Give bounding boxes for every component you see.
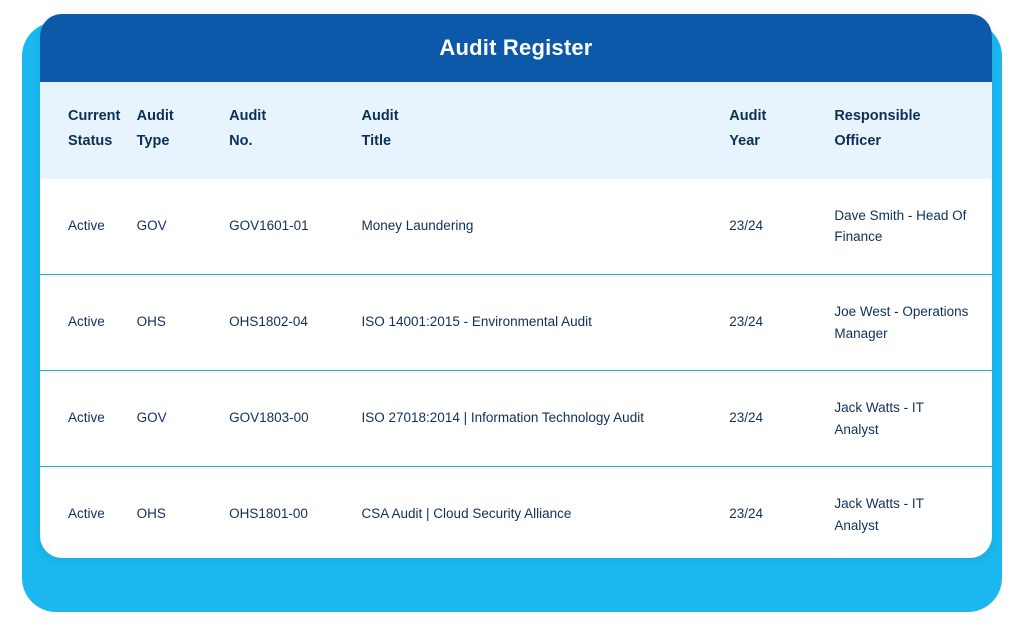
column-header-line-1: Audit [729, 108, 767, 124]
table-header-row-group [40, 82, 992, 179]
cell-audit-title: ISO 14001:2015 - Environmental Audit [362, 274, 730, 370]
cell-audit-no: OHS1802-04 [229, 274, 361, 370]
cell-current-status: Active [40, 179, 137, 275]
cell-audit-year: 23/24 [729, 371, 834, 467]
column-header-responsible-officer [834, 82, 992, 179]
column-header-audit-no [229, 82, 361, 179]
column-header-line-1: Current [68, 108, 121, 124]
column-header-audit-year [729, 82, 834, 179]
page-title: Audit Register [439, 35, 593, 60]
cell-audit-title: CSA Audit | Cloud Security Alliance [361, 506, 572, 522]
cell-responsible-officer: Joe West - Operations Manager [834, 274, 992, 370]
column-header-line-2: Title [361, 133, 392, 150]
cell-current-status: Active [40, 274, 137, 370]
cell-responsible-officer: Jack Watts - IT Analyst [834, 371, 992, 467]
column-header-audit-type [137, 82, 229, 179]
cell-current-status: Active [40, 371, 137, 467]
cell-audit-no: GOV1601-01 [229, 179, 361, 275]
column-header-line-2: Status [68, 133, 113, 150]
cell-current-status: Active [68, 506, 105, 522]
column-header-current-status [40, 82, 137, 179]
cell-audit-type: OHS [137, 274, 229, 370]
cell-audit-type: OHS [136, 506, 166, 522]
cell-audit-type: GOV [137, 179, 229, 275]
column-header-line-1: Audit [361, 108, 399, 124]
cell-audit-title: Money Laundering [362, 179, 730, 275]
cell-audit-year: 23/24 [729, 274, 834, 370]
column-header-line-2: Type [136, 133, 170, 150]
table-header-row [40, 82, 992, 179]
column-header-line-2: Officer [834, 133, 882, 150]
column-header-line-1: Responsible [834, 108, 921, 124]
column-header-audit-title [362, 82, 730, 179]
audit-register-table [40, 82, 992, 558]
cell-audit-year: 23/24 [729, 506, 764, 522]
cell-responsible-officer: Dave Smith - Head Of Finance [834, 179, 992, 275]
column-header-line-2: Year [729, 133, 760, 150]
table-row [40, 274, 992, 370]
cell-audit-year: 23/24 [729, 179, 834, 275]
cell-audit-title: ISO 27018:2014 | Information Technology Audit [362, 371, 730, 467]
column-header-line-2: No. [229, 133, 253, 150]
table-body [40, 179, 992, 558]
cell-audit-no: OHS1801-00 [229, 506, 308, 522]
table-row [40, 467, 992, 558]
card-header [40, 14, 992, 82]
column-header-line-1: Audit [136, 108, 174, 124]
cell-audit-type: GOV [137, 371, 229, 467]
table-row [40, 179, 992, 275]
cell-audit-no: GOV1803-00 [229, 371, 361, 467]
cell-responsible-officer: Jack Watts - IT Analyst [834, 496, 924, 533]
table-row [40, 371, 992, 467]
audit-register-card [40, 14, 992, 558]
column-header-line-1: Audit [229, 108, 267, 124]
